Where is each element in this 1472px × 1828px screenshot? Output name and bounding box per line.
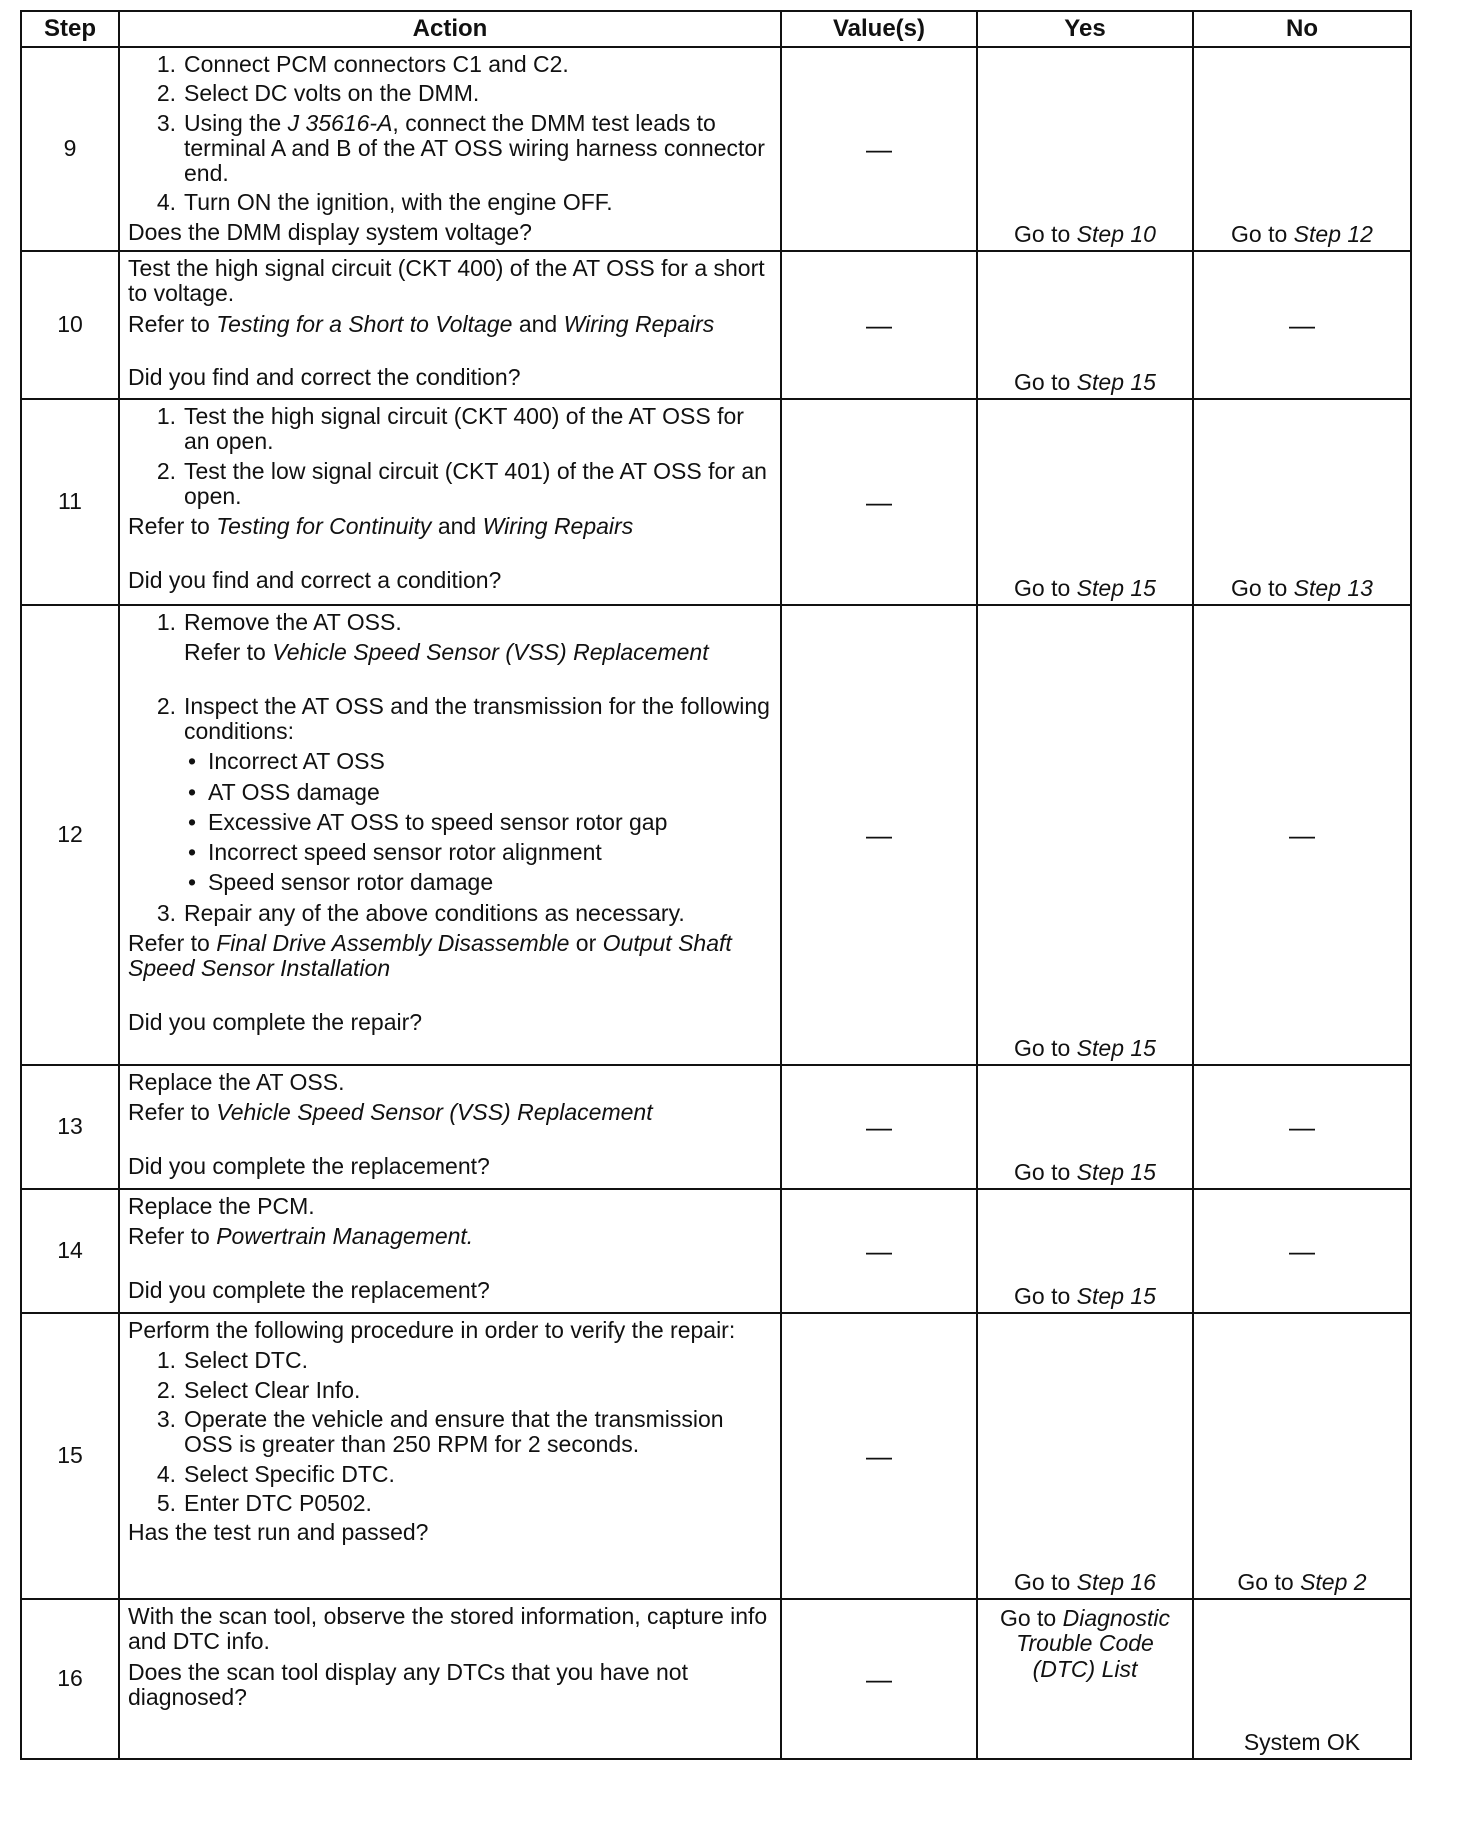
diagnostic-table	[20, 10, 1412, 1760]
question: Does the DMM display system voltage?	[128, 218, 532, 245]
instruction-text: Replace the PCM.	[128, 1193, 315, 1220]
system-ok-text: System OK	[1243, 1728, 1361, 1755]
step-number: 12	[21, 605, 119, 1065]
yes-cell: Go to Step 16	[977, 1313, 1193, 1599]
list-item: Test the high signal circuit (CKT 400) of the AT OSS for an open.	[184, 403, 744, 455]
header-row	[21, 11, 1411, 47]
list-item: Test the low signal circuit (CKT 401) of the AT OSS for an open.	[184, 457, 767, 509]
step-number: 9	[21, 47, 119, 251]
table-row-step-12	[21, 605, 1411, 1065]
list-item: Connect PCM connectors C1 and C2.	[184, 51, 569, 77]
bullet-item: Incorrect speed sensor rotor alignment	[208, 839, 602, 866]
question: Did you find and correct a condition?	[128, 566, 502, 593]
header-action: Action	[119, 11, 781, 47]
yes-link[interactable]: Step 15	[1076, 368, 1156, 395]
step-number: 16	[21, 1599, 119, 1759]
list-item: Operate the vehicle and ensure that the transmission OSS is greater than 250 RPM for 2 seconds.	[184, 1405, 724, 1458]
question: Did you complete the replacement?	[128, 1276, 490, 1303]
reference-link[interactable]: Vehicle Speed Sensor (VSS) Replacement	[272, 639, 709, 666]
value-cell: —	[781, 251, 977, 399]
reference-line: Refer to Final Drive Assembly Disassemble or Output Shaft Speed Sensor Installation	[128, 930, 732, 982]
value-cell: —	[781, 47, 977, 251]
yes-cell: Go to Step 15	[977, 1189, 1193, 1313]
reference-line: Refer to Testing for a Short to Voltage and Wiring Repairs	[128, 310, 715, 337]
yes-cell: Go to Step 15	[977, 1065, 1193, 1189]
action-cell: Perform the following procedure in order to verify the repair: 1. Select DTC. 2. Select Clear Info. 3. Operate the vehicle and ensure that the transmission OSS is greater than 250 RPM for 2 seconds. 4. Select Specific DTC. 5. Enter DTC P0502. Has the test run and passed?	[119, 1313, 781, 1599]
step-number: 10	[21, 251, 119, 399]
bullet-item: AT OSS damage	[208, 778, 380, 805]
list-item: Turn ON the ignition, with the engine OFF.	[184, 189, 613, 216]
yes-link[interactable]: Step 15	[1076, 1158, 1156, 1185]
step-number: 13	[21, 1065, 119, 1189]
action-cell	[119, 1189, 781, 1313]
table-row-step-13	[21, 1065, 1411, 1189]
yes-link[interactable]: Step 10	[1076, 220, 1156, 247]
list-item: Using the J 35616-A, connect the DMM test leads to terminal A and B of the AT OSS wiring harness connector end.	[184, 109, 765, 187]
tool-reference: J 35616-A	[287, 109, 393, 136]
reference-line: Refer to Vehicle Speed Sensor (VSS) Replacement	[184, 639, 709, 666]
instruction-text: Perform the following procedure in order to verify the repair:	[128, 1317, 736, 1344]
reference-link[interactable]: Output Shaft Speed Sensor Installation	[128, 930, 732, 982]
yes-cell: Go to Step 10	[977, 47, 1193, 251]
header-yes: Yes	[977, 11, 1193, 47]
reference-line: Refer to Vehicle Speed Sensor (VSS) Replacement	[128, 1099, 653, 1126]
bullet-item: Excessive AT OSS to speed sensor rotor gap	[208, 808, 668, 835]
no-cell: Go to Step 13	[1193, 399, 1411, 605]
header-no: No	[1193, 11, 1411, 47]
action-cell	[119, 251, 781, 399]
no-cell: —	[1193, 1189, 1411, 1313]
instruction-text: Test the high signal circuit (CKT 400) of the AT OSS for a short to voltage.	[128, 255, 765, 307]
no-link[interactable]: Step 12	[1293, 220, 1373, 247]
table-row-step-11	[21, 399, 1411, 605]
question: Did you complete the replacement?	[128, 1152, 490, 1179]
step-number: 15	[21, 1313, 119, 1599]
reference-line: Refer to Powertrain Management.	[128, 1223, 474, 1250]
no-cell: —	[1193, 605, 1411, 1065]
question: Has the test run and passed?	[128, 1519, 429, 1546]
yes-cell: Go to Step 15	[977, 251, 1193, 399]
value-cell: —	[781, 1189, 977, 1313]
yes-link[interactable]: Step 15	[1076, 1282, 1156, 1309]
yes-cell: Go to Step 15	[977, 399, 1193, 605]
action-cell	[119, 1599, 781, 1759]
value-cell: —	[781, 1065, 977, 1189]
no-cell: Go to Step 2	[1193, 1313, 1411, 1599]
header-step: Step	[21, 11, 119, 47]
yes-link[interactable]: Step 16	[1076, 1568, 1156, 1595]
table-row-step-9	[21, 47, 1411, 251]
no-cell: —	[1193, 251, 1411, 399]
table-row-step-15	[21, 1313, 1411, 1599]
step-number: 11	[21, 399, 119, 605]
reference-link[interactable]: Final Drive Assembly Disassemble	[216, 930, 570, 957]
no-cell: —	[1193, 1065, 1411, 1189]
table-row-step-14	[21, 1189, 1411, 1313]
reference-line: Refer to Testing for Continuity and Wiring Repairs	[128, 513, 634, 540]
question: Did you find and correct the condition?	[128, 363, 521, 390]
reference-link[interactable]: Testing for Continuity	[216, 513, 432, 540]
yes-link[interactable]: Diagnostic Trouble Code (DTC) List	[1016, 1605, 1171, 1682]
question: Does the scan tool display any DTCs that you have not diagnosed?	[128, 1658, 688, 1710]
yes-link[interactable]: Step 15	[1076, 574, 1156, 601]
list-item: Inspect the AT OSS and the transmission for the following conditions:	[184, 692, 770, 744]
list-item: Select Specific DTC.	[184, 1460, 395, 1487]
list-item: Select Clear Info.	[184, 1376, 361, 1403]
value-cell: —	[781, 1313, 977, 1599]
yes-cell: Go to Diagnostic Trouble Code (DTC) List	[977, 1599, 1193, 1759]
list-item: Remove the AT OSS.	[184, 609, 402, 636]
action-cell: 1. Connect PCM connectors C1 and C2. 2. Select DC volts on the DMM. 3. Using the J 35616-A, connect the DMM test leads to terminal A and B of the AT OSS wiring harness connector end. 4. Turn ON the ignition, with the engine OFF. Does the DMM display system voltage?	[119, 47, 781, 251]
value-cell: —	[781, 399, 977, 605]
list-item: Select DTC.	[184, 1347, 308, 1374]
value-cell: —	[781, 1599, 977, 1759]
no-link[interactable]: Step 2	[1300, 1568, 1367, 1595]
yes-cell: Go to Step 15	[977, 605, 1193, 1065]
instruction-text: With the scan tool, observe the stored information, capture info and DTC info.	[128, 1603, 768, 1655]
action-cell: 1. Remove the AT OSS. Refer to Vehicle Speed Sensor (VSS) Replacement 2. Inspect the AT OSS and the transmission for the following conditions: • Incorrect AT OSS • AT OSS damage • Excessive AT OSS to speed sensor rotor gap • Incorrect speed sensor rotor alignment • Speed sensor rotor damage 3. Repair any of the above conditions as necessary. Refer to Final Drive Assembly Disassemble or Output Shaft Speed Sensor Installation Did you complete the repair?	[119, 605, 781, 1065]
bullet-item: Speed sensor rotor damage	[208, 869, 494, 896]
instruction-text: Replace the AT OSS.	[128, 1069, 345, 1096]
reference-link[interactable]: Testing for a Short to Voltage	[216, 310, 513, 337]
step-number: 14	[21, 1189, 119, 1313]
header-values: Value(s)	[781, 11, 977, 47]
yes-link[interactable]: Step 15	[1076, 1034, 1156, 1061]
value-cell: —	[781, 605, 977, 1065]
reference-link[interactable]: Wiring Repairs	[563, 310, 715, 337]
table-row-step-16	[21, 1599, 1411, 1759]
reference-link[interactable]: Powertrain Management.	[216, 1223, 474, 1250]
action-cell	[119, 1065, 781, 1189]
table-row-step-10	[21, 251, 1411, 399]
list-item: Repair any of the above conditions as necessary.	[184, 899, 685, 926]
no-cell: Go to Step 12	[1193, 47, 1411, 251]
no-cell	[1193, 1599, 1411, 1759]
question: Did you complete the repair?	[128, 1008, 423, 1035]
reference-link[interactable]: Wiring Repairs	[482, 513, 634, 540]
action-cell: 1. Test the high signal circuit (CKT 400) of the AT OSS for an open. 2. Test the low signal circuit (CKT 401) of the AT OSS for an open. Refer to Testing for Continuity and Wiring Repairs Did you find and correct a condition?	[119, 399, 781, 605]
bullet-item: Incorrect AT OSS	[208, 748, 385, 775]
reference-link[interactable]: Vehicle Speed Sensor (VSS) Replacement	[216, 1099, 653, 1126]
list-item: Enter DTC P0502.	[184, 1489, 372, 1516]
list-item: Select DC volts on the DMM.	[184, 80, 480, 107]
no-link[interactable]: Step 13	[1293, 574, 1373, 601]
